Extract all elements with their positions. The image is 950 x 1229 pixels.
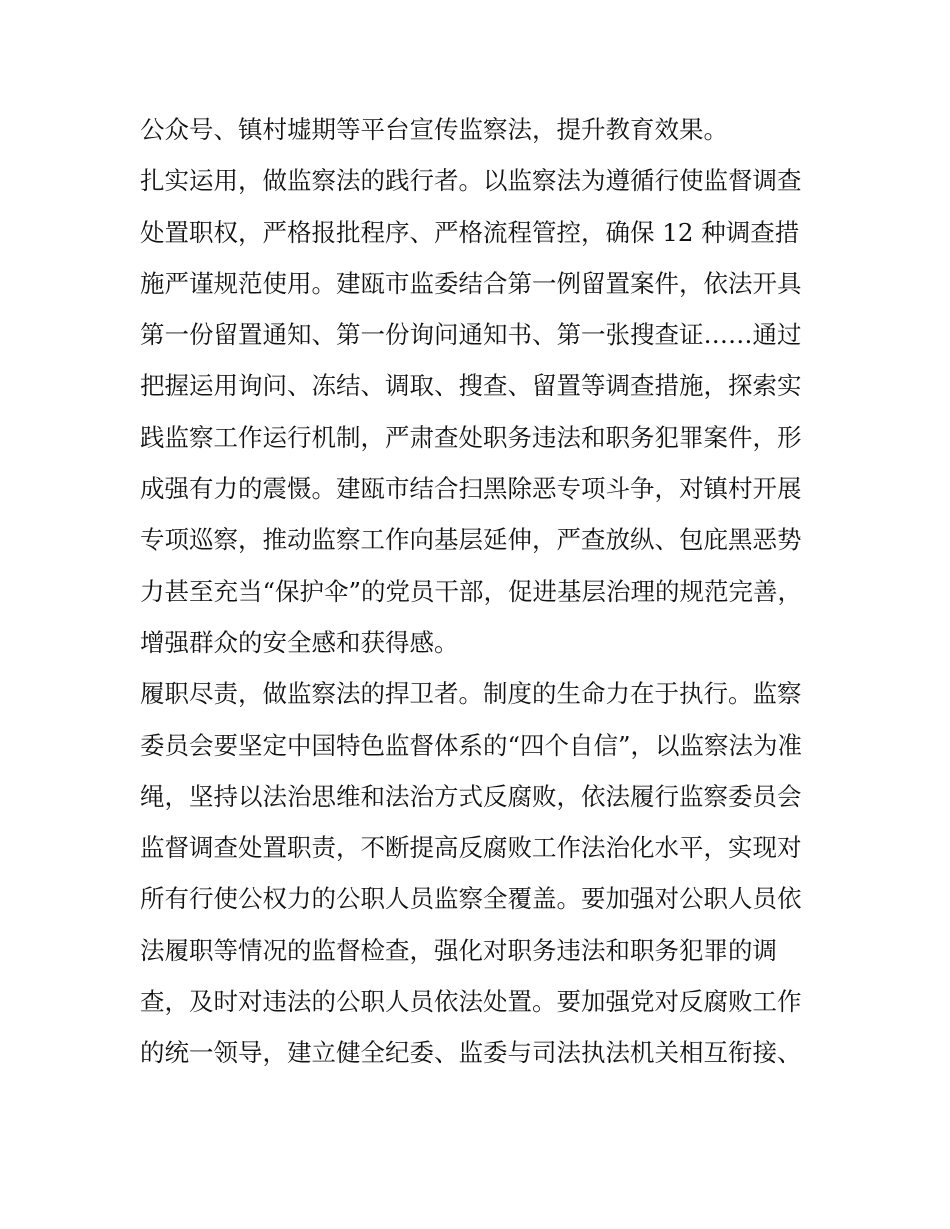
text-line: 成强有力的震慑。建瓯市结合扫黑除恶专项斗争，对镇村开展 xyxy=(140,474,802,504)
text-line: 把握运用询问、冻结、调取、搜查、留置等调查措施，探索实 xyxy=(140,371,802,401)
text-line: 委员会要坚定中国特色监督体系的“四个自信”，以监察法为准 xyxy=(140,730,803,760)
text-line: 查，及时对违法的公职人员依法处置。要加强党对反腐败工作 xyxy=(140,987,802,1017)
text-line: 处置职权，严格报批程序、严格流程管控，确保 12 种调查措 xyxy=(140,217,800,247)
text-line: 法履职等情况的监督检查，强化对职务违法和职务犯罪的调 xyxy=(140,935,777,965)
text-line: 的统一领导，建立健全纪委、监委与司法执法机关相互衔接、 xyxy=(140,1038,802,1068)
text-line: 增强群众的安全感和获得感。 xyxy=(140,627,459,657)
text-line: 践监察工作运行机制，严肃查处职务违法和职务犯罪案件，形 xyxy=(140,422,802,452)
text-line: 力甚至充当“保护伞”的党员干部，促进基层治理的规范完善， xyxy=(140,576,803,606)
text-line: 所有行使公权力的公职人员监察全覆盖。要加强对公职人员依 xyxy=(140,884,802,914)
text-line: 履职尽责，做监察法的捍卫者。制度的生命力在于执行。监察 xyxy=(140,679,802,709)
text-line: 公众号、镇村墟期等平台宣传监察法，提升教育效果。 xyxy=(140,115,728,144)
text-line: 扎实运用，做监察法的践行者。以监察法为遵循行使监督调查 xyxy=(140,166,802,196)
body-text xyxy=(140,104,840,1079)
text-line: 专项巡察，推动监察工作向基层延伸，严查放纵、包庇黑恶势 xyxy=(140,525,802,555)
text-line: 监督调查处置职责，不断提高反腐败工作法治化水平，实现对 xyxy=(140,833,802,863)
text-line: 第一份留置通知、第一份询问通知书、第一张搜查证……通过 xyxy=(140,320,802,350)
text-line: 绳，坚持以法治思维和法治方式反腐败，依法履行监察委员会 xyxy=(140,781,802,811)
text-line: 施严谨规范使用。建瓯市监委结合第一例留置案件，依法开具 xyxy=(140,268,802,298)
